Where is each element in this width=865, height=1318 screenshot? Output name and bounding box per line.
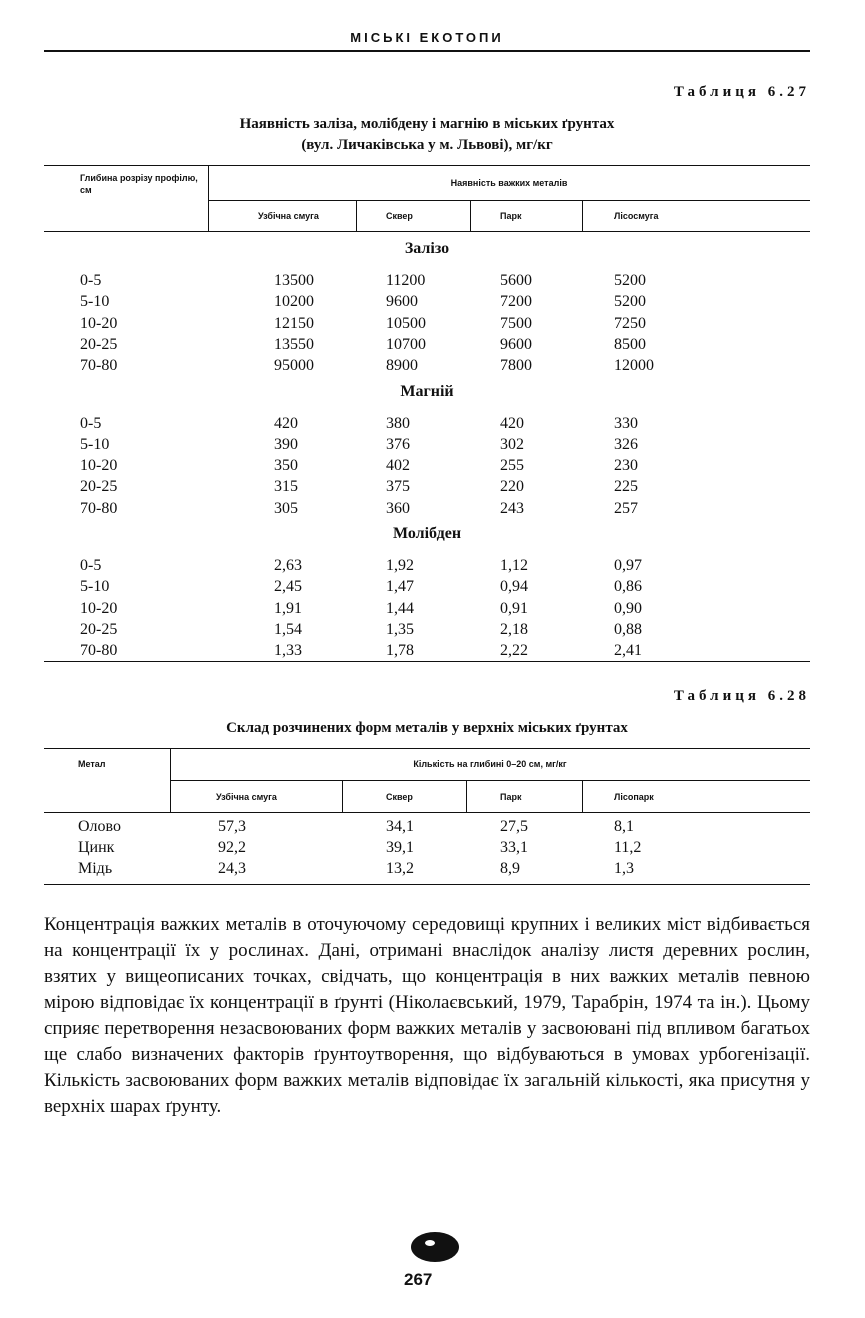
value-cell: 13500 (274, 272, 314, 289)
value-cell: 13,2 (386, 860, 414, 877)
table1-col-header: Лісосмуга (614, 211, 659, 221)
value-cell: 92,2 (218, 839, 246, 856)
value-cell: 1,47 (386, 578, 414, 596)
table2-col-header: Сквер (386, 792, 413, 802)
value-cell: 2,18 (500, 620, 528, 638)
table1-col-depth: Глибина розрізу профілю, см (80, 173, 198, 195)
value-cell: 1,92 (386, 557, 414, 574)
value-cell: 0,97 (614, 557, 642, 574)
value-cell: 7200 (500, 293, 532, 311)
depth-cell: 5-10 (80, 293, 110, 311)
table1-bottom-rule (44, 661, 810, 662)
value-cell: 0,94 (500, 578, 528, 596)
table-row (0, 860, 865, 881)
value-cell: 1,78 (386, 642, 414, 660)
value-cell: 5200 (614, 272, 646, 289)
table2-header-bottom-rule (44, 812, 810, 813)
value-cell: 315 (274, 478, 298, 496)
table1-subheader-rule (208, 200, 810, 201)
table-row (0, 293, 865, 314)
value-cell: 2,45 (274, 578, 302, 596)
table2-col-divider (582, 780, 583, 813)
value-cell: 230 (614, 457, 638, 475)
table-row (0, 818, 865, 839)
table-row (0, 557, 865, 578)
table2-top-rule (44, 748, 810, 749)
value-cell: 9600 (500, 335, 532, 353)
value-cell: 10200 (274, 293, 314, 311)
value-cell: 2,63 (274, 557, 302, 574)
value-cell: 2,22 (500, 642, 528, 660)
table-row (0, 436, 865, 457)
table1-label: Таблиця 6.27 (673, 84, 810, 100)
value-cell: 1,12 (500, 557, 528, 574)
value-cell: 376 (386, 435, 410, 453)
value-cell: 302 (500, 435, 524, 453)
depth-cell: 10-20 (80, 599, 118, 617)
value-cell: 7250 (614, 314, 646, 332)
value-cell: 257 (614, 499, 638, 517)
depth-cell: 70-80 (80, 642, 118, 660)
table2-col-metal: Метал (78, 759, 106, 769)
table-row (0, 839, 865, 860)
value-cell: 225 (614, 478, 638, 496)
table1-header-divider (208, 166, 209, 232)
metal-cell: Олово (78, 818, 121, 835)
table1-header-bottom-rule (44, 231, 810, 232)
table-row (0, 600, 865, 621)
table1-section-title: Магній (400, 382, 454, 400)
running-head: МІСЬКІ ЕКОТОПИ (350, 30, 504, 45)
value-cell: 350 (274, 457, 298, 475)
value-cell: 0,91 (500, 599, 528, 617)
value-cell: 27,5 (500, 818, 528, 835)
table1-title-line2: (вул. Личаківська у м. Львові), мг/кг (301, 137, 553, 153)
table2-col-divider (466, 780, 467, 813)
value-cell: 13550 (274, 335, 314, 353)
value-cell: 24,3 (218, 860, 246, 877)
value-cell: 1,3 (614, 860, 634, 877)
value-cell: 33,1 (500, 839, 528, 856)
value-cell: 0,86 (614, 578, 642, 596)
table-row (0, 500, 865, 521)
value-cell: 255 (500, 457, 524, 475)
metal-cell: Цинк (78, 839, 115, 856)
table1-title-line1: Наявність заліза, молібдену і магнію в міських ґрунтах (239, 116, 615, 132)
value-cell: 39,1 (386, 839, 414, 856)
table2-bottom-rule (44, 884, 810, 885)
table2-label: Таблиця 6.28 (673, 688, 810, 704)
table1-col-header: Сквер (386, 211, 413, 221)
table2-subheader-rule (170, 780, 810, 781)
depth-cell: 20-25 (80, 478, 118, 496)
value-cell: 420 (274, 414, 298, 432)
body-paragraph: Концентрація важких металів в оточуючому середовищі крупних і великих міст відбивається на концентрації їх у рослинах. Дані, отримані внаслідок аналізу листя деревних рослин, взятих у вищеописаних точках, свідчать, що концентрація в них важких металів певною мірою відповідає їх концентрації в ґрунті (Ніколаєвський, 1979, Тарабрін, 1974 та ін.). Цьому сприяє перетворення незасвоюваних форм важких металів у засвоювані під впливом багатьох ще слабо визначених факторів ґрунтоутворення, що відбуваються в умовах урбогенізації. Кількість засвоюваних форм важких металів відповідає їх загальній кількості, яка присутня у верхніх шарах ґрунту. (44, 914, 810, 1117)
value-cell: 11,2 (614, 839, 642, 856)
table1-col-divider (356, 200, 357, 232)
value-cell: 12150 (274, 314, 314, 332)
value-cell: 8900 (386, 357, 418, 375)
depth-cell: 20-25 (80, 620, 118, 638)
value-cell: 1,44 (386, 599, 414, 617)
table-row (0, 336, 865, 357)
table2-col-header: Парк (500, 792, 522, 802)
header-rule (44, 50, 810, 52)
table2-col-divider (342, 780, 343, 813)
value-cell: 12000 (614, 357, 654, 375)
table2-title: Склад розчинених форм металів у верхніх міських ґрунтах (226, 720, 628, 736)
depth-cell: 20-25 (80, 335, 118, 353)
value-cell: 10500 (386, 314, 426, 332)
value-cell: 0,88 (614, 620, 642, 638)
table1-col-header: Парк (500, 211, 522, 221)
depth-cell: 0-5 (80, 557, 102, 574)
value-cell: 8500 (614, 335, 646, 353)
value-cell: 9600 (386, 293, 418, 311)
table-row (0, 415, 865, 436)
value-cell: 375 (386, 478, 410, 496)
table2-col-header: Лісопарк (614, 792, 654, 802)
value-cell: 380 (386, 414, 410, 432)
depth-cell: 0-5 (80, 272, 102, 289)
table-row (0, 457, 865, 478)
table-row (0, 621, 865, 642)
value-cell: 326 (614, 435, 638, 453)
table1-col-header: Узбічна смуга (258, 211, 319, 221)
value-cell: 95000 (274, 357, 314, 375)
value-cell: 11200 (386, 272, 426, 289)
table-row (0, 578, 865, 599)
value-cell: 1,35 (386, 620, 414, 638)
table2-col-header: Узбічна смуга (216, 792, 277, 802)
page-number: 267 (404, 1270, 433, 1289)
value-cell: 57,3 (218, 818, 246, 835)
depth-cell: 5-10 (80, 578, 110, 596)
depth-cell: 0-5 (80, 414, 102, 432)
value-cell: 7500 (500, 314, 532, 332)
depth-cell: 10-20 (80, 314, 118, 332)
table-row (0, 357, 865, 378)
table1-col-divider (582, 200, 583, 232)
depth-cell: 70-80 (80, 499, 118, 517)
value-cell: 10700 (386, 335, 426, 353)
value-cell: 402 (386, 457, 410, 475)
depth-cell: 5-10 (80, 435, 110, 453)
value-cell: 420 (500, 414, 524, 432)
page-ornament-icon (410, 1230, 460, 1264)
table1-section-title: Залізо (404, 240, 450, 257)
value-cell: 5600 (500, 272, 532, 289)
value-cell: 220 (500, 478, 524, 496)
metal-cell: Мідь (78, 860, 113, 877)
value-cell: 8,9 (500, 860, 520, 877)
value-cell: 1,33 (274, 642, 302, 660)
value-cell: 360 (386, 499, 410, 517)
value-cell: 305 (274, 499, 298, 517)
depth-cell: 70-80 (80, 357, 118, 375)
value-cell: 1,54 (274, 620, 302, 638)
value-cell: 34,1 (386, 818, 414, 835)
table1-top-rule (44, 165, 810, 166)
table1-col-group: Наявність важких металів (450, 178, 568, 188)
value-cell: 5200 (614, 293, 646, 311)
value-cell: 243 (500, 499, 524, 517)
value-cell: 390 (274, 435, 298, 453)
table1-section-title: Молібден (392, 525, 462, 542)
table-row (0, 315, 865, 336)
table-row (0, 478, 865, 499)
value-cell: 8,1 (614, 818, 634, 835)
value-cell: 0,90 (614, 599, 642, 617)
depth-cell: 10-20 (80, 457, 118, 475)
value-cell: 7800 (500, 357, 532, 375)
value-cell: 2,41 (614, 642, 642, 660)
value-cell: 1,91 (274, 599, 302, 617)
value-cell: 330 (614, 414, 638, 432)
table2-col-group: Кількість на глибині 0–20 см, мг/кг (413, 759, 567, 769)
table1-col-divider (470, 200, 471, 232)
table-row (0, 272, 865, 293)
